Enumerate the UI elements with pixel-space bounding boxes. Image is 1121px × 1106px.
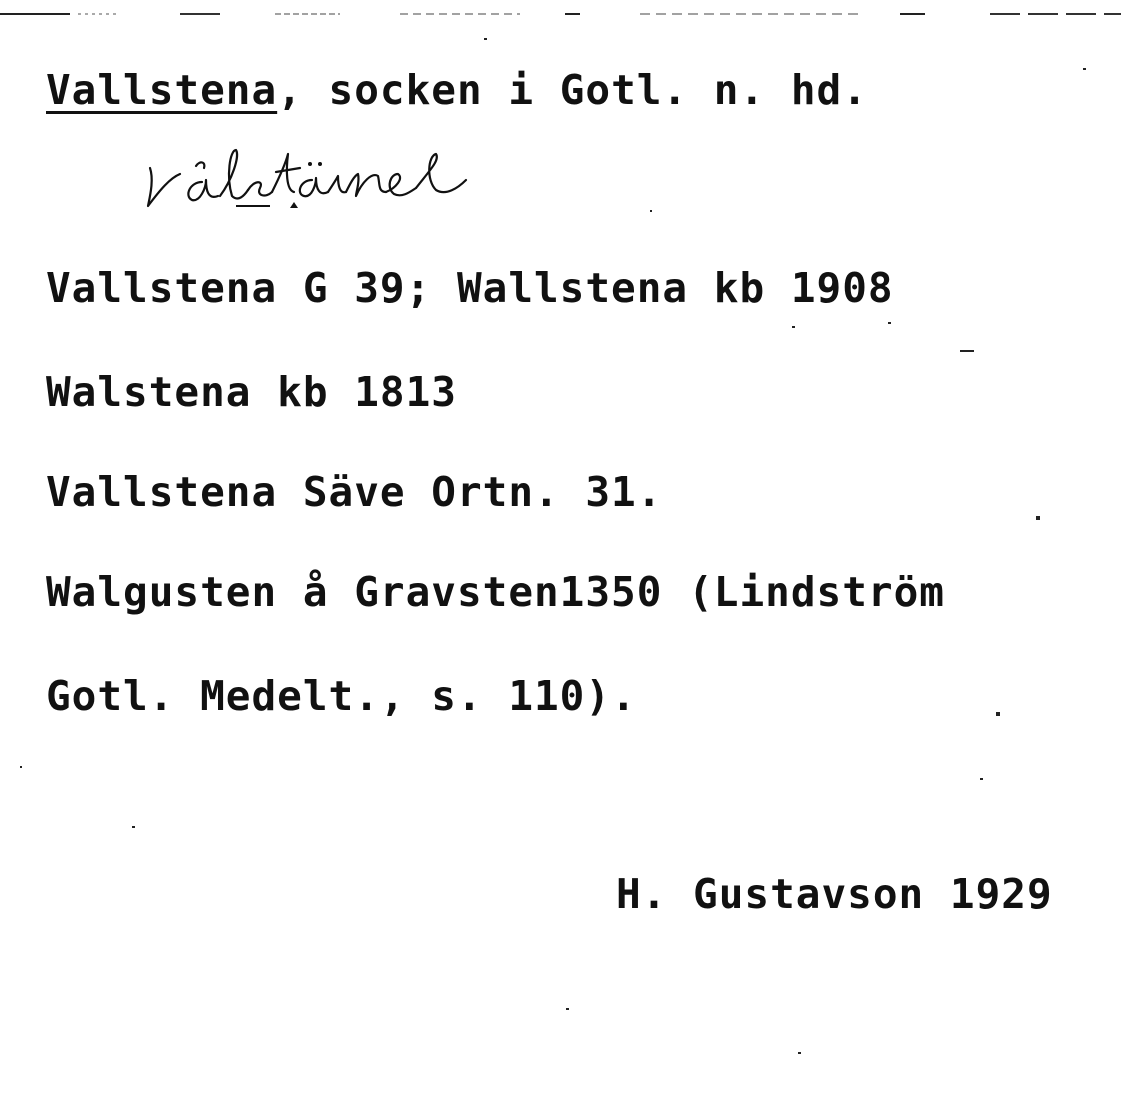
handwritten-pronunciation: [140, 130, 580, 220]
card-line-3: Vallstena Säve Ortn. 31.: [46, 468, 663, 516]
card-line-1: Vallstena G 39; Wallstena kb 1908: [46, 264, 894, 312]
card-top-edge: [0, 12, 1121, 16]
card-line-2: Walstena kb 1813: [46, 368, 457, 416]
card-line-4: Walgusten å Gravsten1350 (Lindström: [46, 568, 945, 616]
card-line-5: Gotl. Medelt., s. 110).: [46, 672, 637, 720]
author-signature: H. Gustavson 1929: [616, 870, 1053, 918]
header-description: , socken i Gotl. n. hd.: [277, 66, 868, 114]
headword: Vallstena: [46, 66, 278, 114]
card-header: [46, 66, 868, 114]
